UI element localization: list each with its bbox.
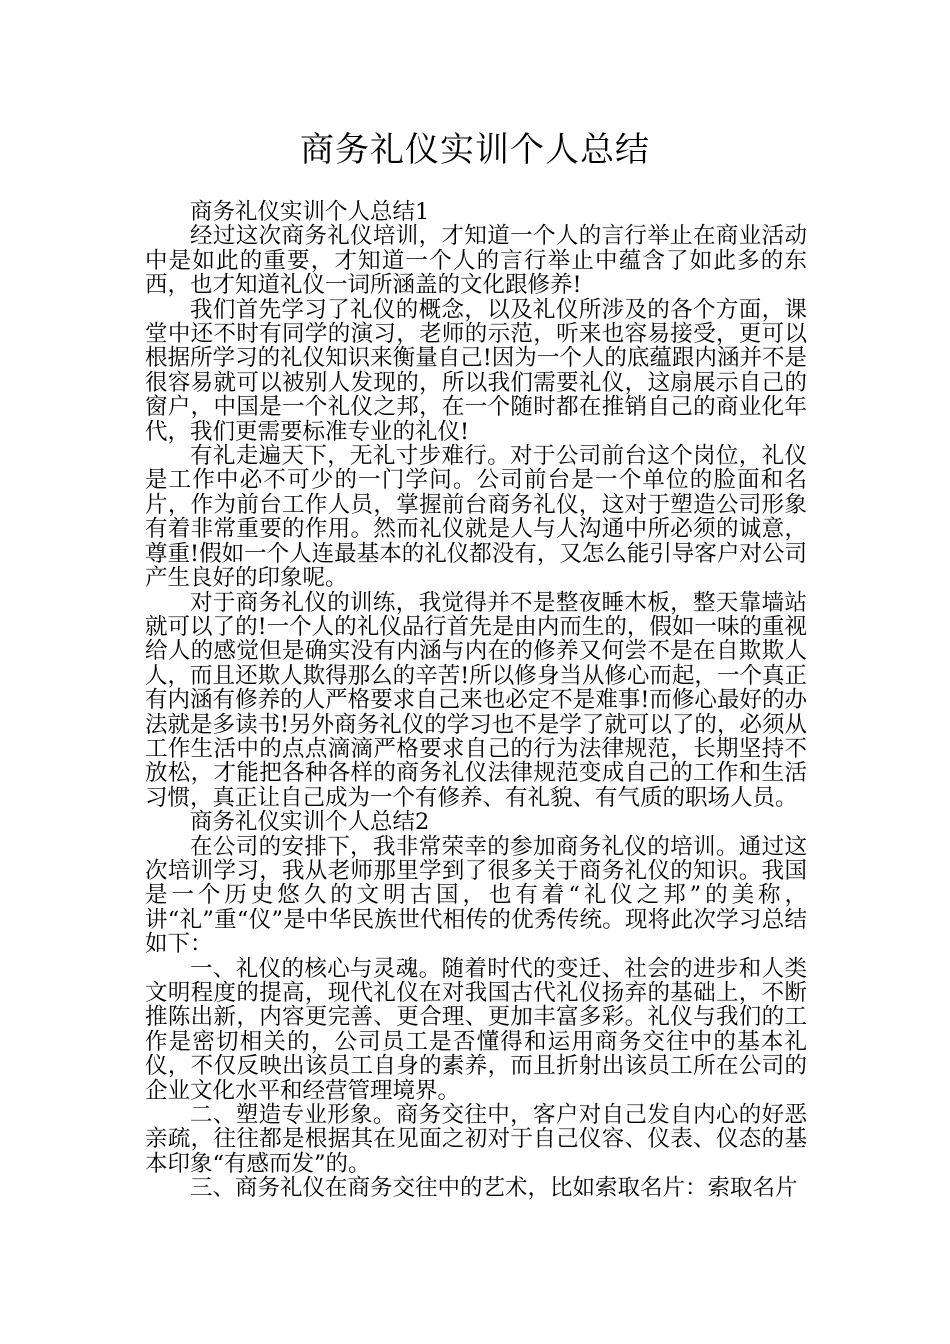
paragraph: 三、商务礼仪在商务交往中的艺术，比如索取名片：索取名片 xyxy=(190,1175,798,1202)
paragraph: 二、塑造专业形象。商务交往中，客户对自己发自内心的好恶亲疏，往往都是根据其在见面之初对于自己仪容、仪表、仪态的基本印象“有感而发”的。 xyxy=(145,1102,807,1177)
paragraph: 在公司的安排下，我非常荣幸的参加商务礼仪的培训。通过这次培训学习，我从老师那里学到了很多关于商务礼仪的知识。我国是一个历史悠久的文明古国，也有着“礼仪之邦”的美称，讲“礼”重“仪”是中华民族世代相传的优秀传统。现将此次学习总结如下： xyxy=(145,833,807,958)
paragraph: 有礼走遍天下，无礼寸步难行。对于公司前台这个岗位，礼仪是工作中必不可少的一门学问。公司前台是一个单位的脸面和名片，作为前台工作人员，掌握前台商务礼仪，这对于塑造公司形象有着非常重要的作用。然而礼仪就是人与人沟通中所必须的诚意，尊重!假如一个人连最基本的礼仪都没有，又怎么能引导客户对公司产生良好的印象呢。 xyxy=(145,443,807,592)
paragraph: 经过这次商务礼仪培训，才知道一个人的言行举止在商业活动中是如此的重要，才知道一个人的言行举止中蕴含了如此多的东西，也才知道礼仪一词所涵盖的文化跟修养! xyxy=(145,223,807,299)
document-title: 商务礼仪实训个人总结 xyxy=(300,130,650,170)
paragraph: 一、礼仪的核心与灵魂。随着时代的变迁、社会的进步和人类文明程度的提高，现代礼仪在对我国古代礼仪扬弃的基础上，不断推陈出新，内容更完善、更合理、更加丰富多彩。礼仪与我们的工作是密切相关的，公司员工是否懂得和运用商务交往中的基本礼仪，不仅反映出该员工自身的素养，而且折射出该员工所在公司的企业文化水平和经营管理境界。 xyxy=(145,955,807,1104)
section-heading-2: 商务礼仪实训个人总结2 xyxy=(190,809,430,836)
section-heading-1: 商务礼仪实训个人总结1 xyxy=(190,199,430,225)
paragraph: 对于商务礼仪的训练，我觉得并不是整夜睡木板，整天靠墙站就可以了的!一个人的礼仪品行首先是由内而生的，假如一味的重视给人的感觉但是确实没有内涵与内在的修养又何尝不是在自欺欺人人，而且还欺人欺得那么的辛苦!所以修身当从修心而起，一个真正有内涵有修养的人严格要求自己来也必定不是难事!而修心最好的办法就是多读书!另外商务礼仪的学习也不是学了就可以了的，必须从工作生活中的点点滴滴严格要求自己的行为法律规范，长期坚持不放松，才能把各种各样的商务礼仪法律规范变成自己的工作和生活习惯，真正让自己成为一个有修养、有礼貌、有气质的职场人员。 xyxy=(145,589,807,811)
document-body xyxy=(145,200,807,1201)
paragraph: 我们首先学习了礼仪的概念，以及礼仪所涉及的各个方面，课堂中还不时有同学的演习，老师的示范，听来也容易接受，更可以根据所学习的礼仪知识来衡量自己!因为一个人的底蕴跟内涵并不是很容易就可以被别人发现的，所以我们需要礼仪，这扇展示自己的窗户，中国是一个礼仪之邦，在一个随时都在推销自己的商业化年代，我们更需要标准专业的礼仪! xyxy=(145,296,807,445)
